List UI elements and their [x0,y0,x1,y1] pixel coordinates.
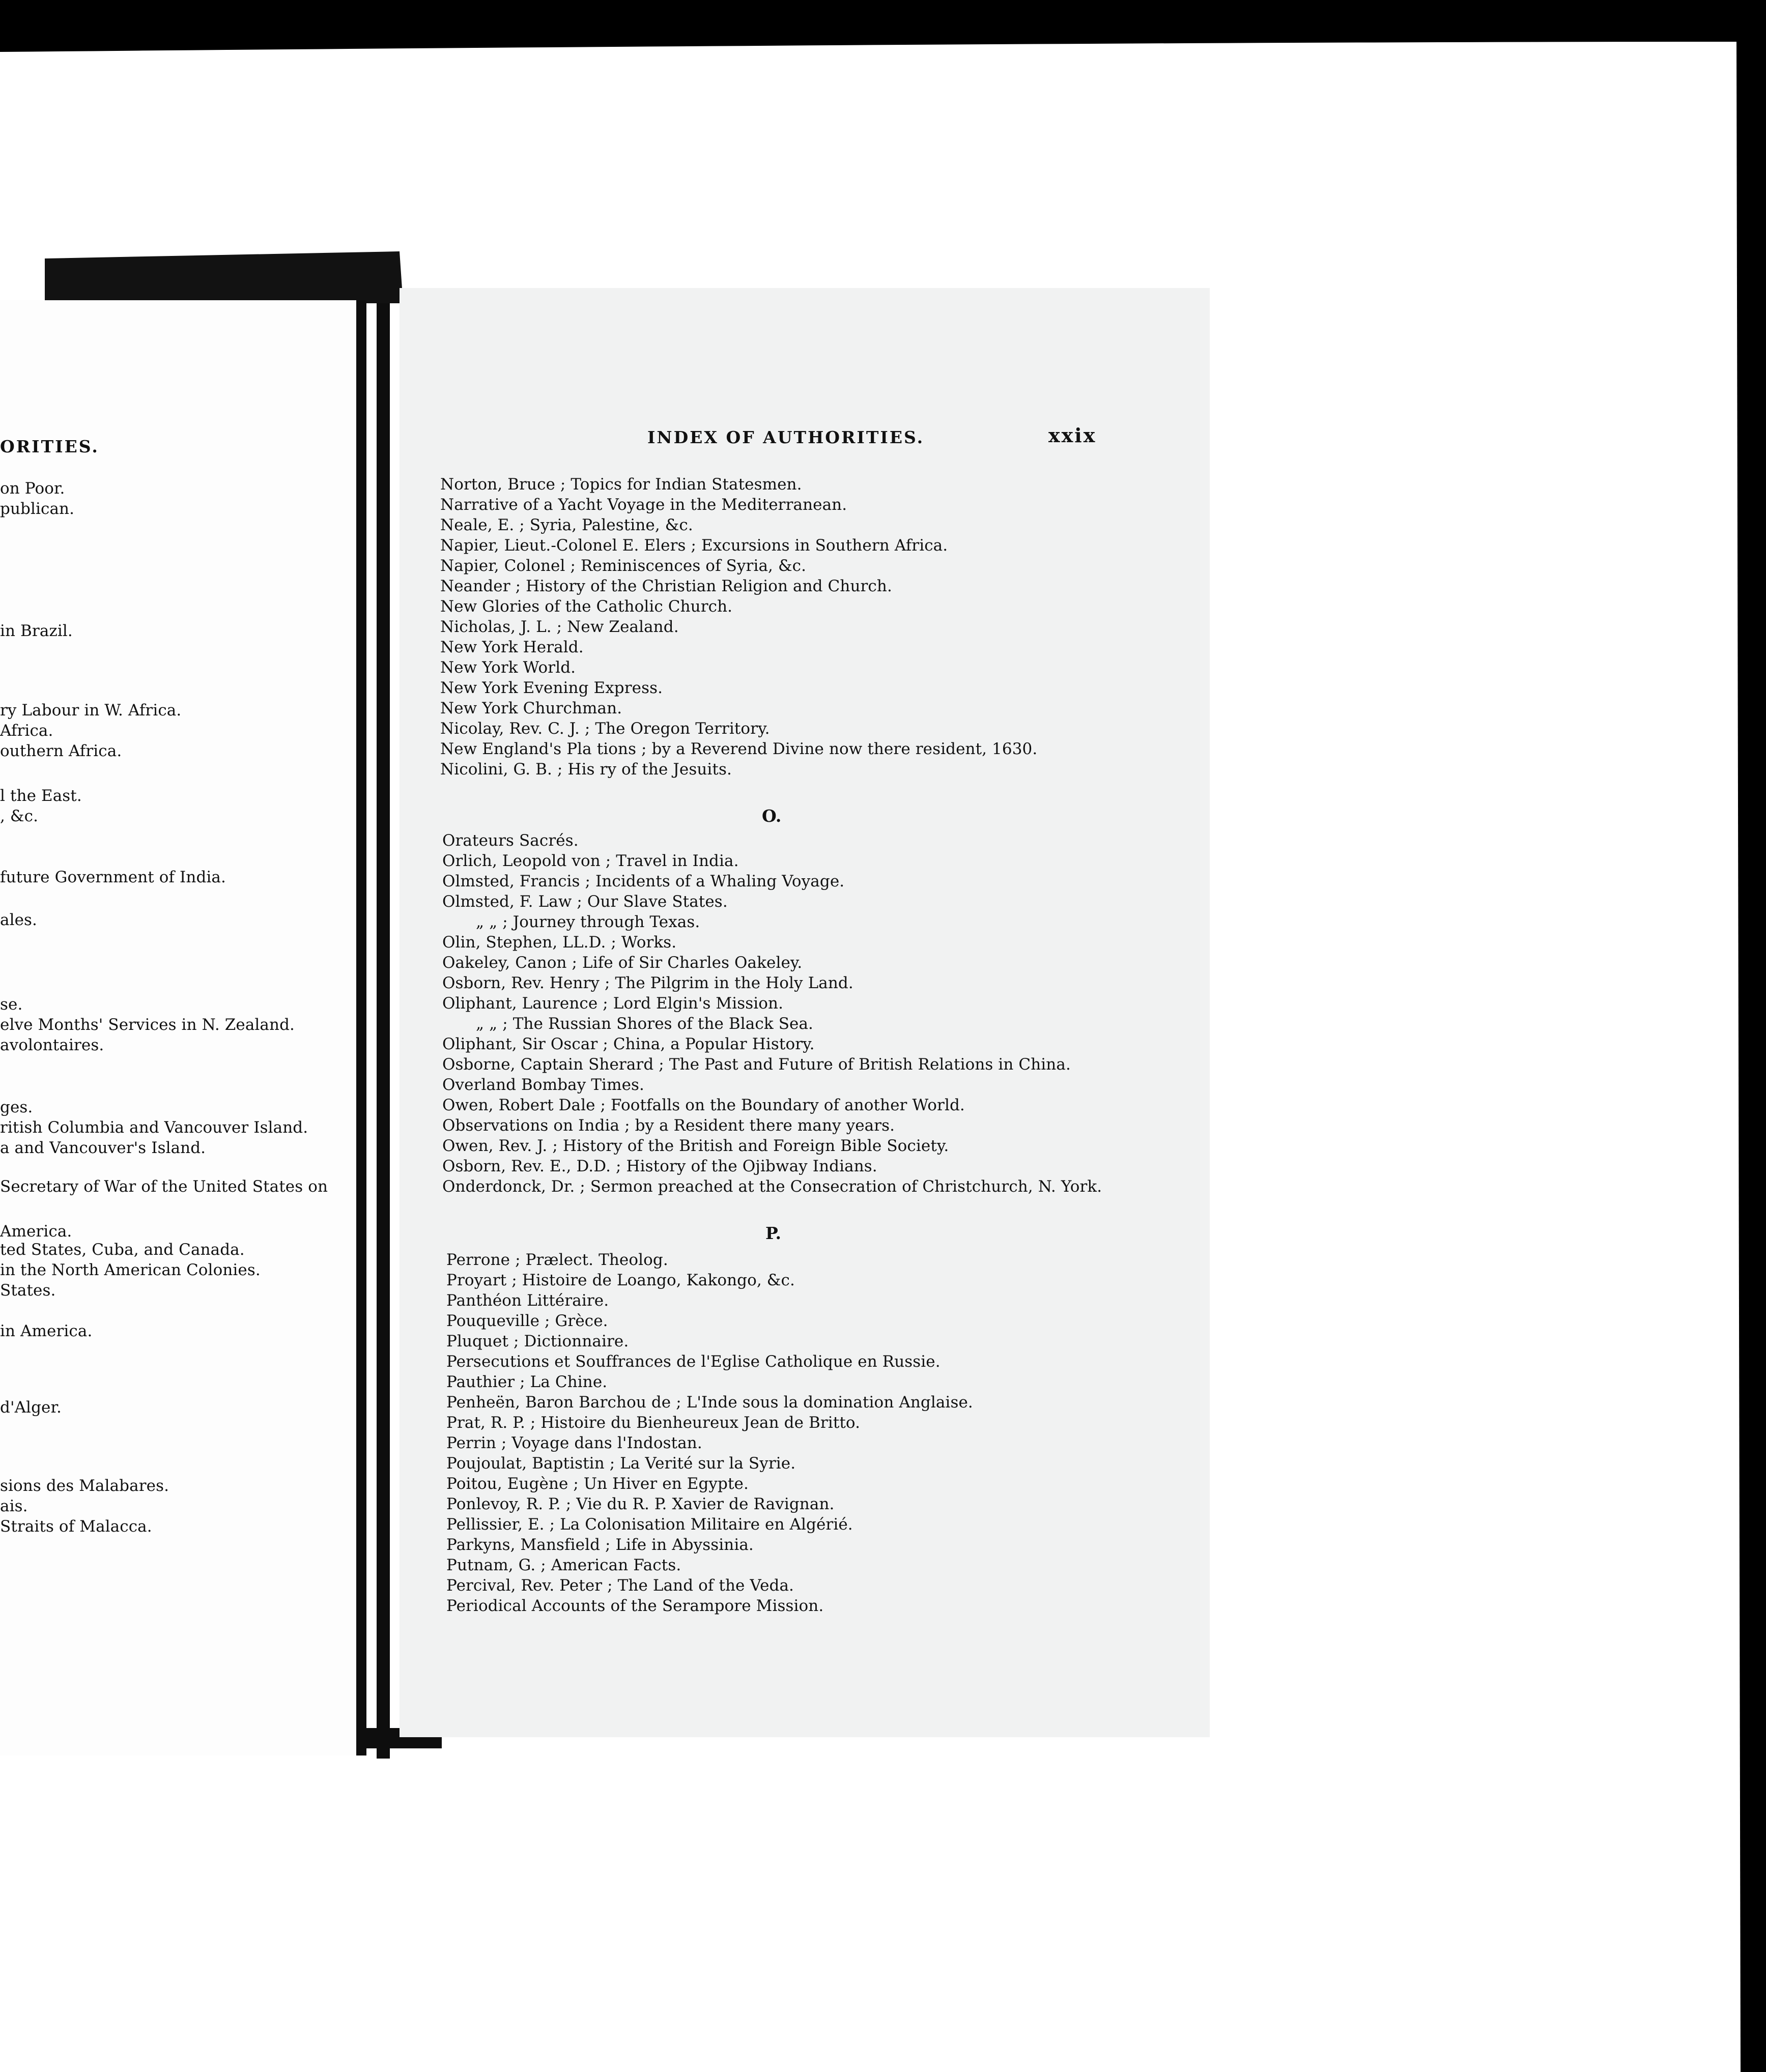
index-entry: Periodical Accounts of the Serampore Mission. [446,1597,824,1615]
left-line: on Poor. [0,479,65,498]
index-entry: Pellissier, E. ; La Colonisation Militaire en Algérié. [446,1515,853,1534]
left-line: Straits of Malacca. [0,1517,152,1536]
index-entry: Pauthier ; La Chine. [446,1373,608,1391]
index-entry: Napier, Colonel ; Reminiscences of Syria, &c. [440,557,807,575]
index-entry: „ „ ; The Russian Shores of the Black Sea. [476,1015,814,1033]
left-page [0,300,356,1756]
left-line: in Brazil. [0,622,73,640]
section-heading-p: P. [765,1223,782,1243]
left-line: Africa. [0,722,53,740]
index-entry: Nicolay, Rev. C. J. ; The Oregon Territory. [440,720,770,738]
index-entry: Overland Bombay Times. [442,1076,644,1094]
index-entry: Onderdonck, Dr. ; Sermon preached at the Consecration of Christchurch, N. York. [442,1177,1102,1196]
index-entry: Pouqueville ; Grèce. [446,1312,608,1330]
index-entry: Neale, E. ; Syria, Palestine, &c. [440,516,693,534]
running-head: INDEX OF AUTHORITIES. [647,427,925,447]
index-entry: New Glories of the Catholic Church. [440,597,733,616]
index-entry: Percival, Rev. Peter ; The Land of the Veda. [446,1576,794,1595]
index-entry: Perrone ; Prælect. Theolog. [446,1251,668,1269]
index-entry: New York Herald. [440,638,584,656]
index-entry: New England's Pla tions ; by a Reverend Divine now there resident, 1630. [440,740,1038,758]
index-entry: Nicholas, J. L. ; New Zealand. [440,618,679,636]
index-entry: Proyart ; Histoire de Loango, Kakongo, &c. [446,1271,795,1289]
index-entry: New York World. [440,658,576,677]
index-entry: Perrin ; Voyage dans l'Indostan. [446,1434,702,1452]
index-entry: Osborn, Rev. E., D.D. ; History of the Ojibway Indians. [442,1157,877,1175]
index-entry: Poitou, Eugène ; Un Hiver en Egypte. [446,1475,749,1493]
index-entry: Norton, Bruce ; Topics for Indian Statesmen. [440,475,802,494]
left-line: States. [0,1281,56,1300]
index-entry: Poujoulat, Baptistin ; La Verité sur la Syrie. [446,1454,796,1473]
index-entry: Owen, Robert Dale ; Footfalls on the Boundary of another World. [442,1096,965,1114]
index-entry: Putnam, G. ; American Facts. [446,1556,681,1574]
index-entry: Oliphant, Sir Oscar ; China, a Popular History. [442,1035,815,1053]
index-entry: Penheën, Baron Barchou de ; L'Inde sous la domination Anglaise. [446,1393,973,1412]
index-entry: Oliphant, Laurence ; Lord Elgin's Mission. [442,994,784,1013]
left-line: l the East. [0,787,82,805]
right-page [400,288,1210,1737]
index-entry: Observations on India ; by a Resident there many years. [442,1116,895,1135]
left-line: ales. [0,911,38,929]
black-tab [45,251,403,303]
left-line: se. [0,995,23,1014]
left-line: ritish Columbia and Vancouver Island. [0,1118,308,1137]
section-heading-o: O. [762,806,782,826]
index-entry: New York Evening Express. [440,679,663,697]
index-entry: Olin, Stephen, LL.D. ; Works. [442,933,677,952]
left-line: , &c. [0,807,39,825]
index-entry: Ponlevoy, R. P. ; Vie du R. P. Xavier de Ravignan. [446,1495,835,1513]
left-line: America. [0,1222,72,1241]
left-running-head: ORITIES. [0,437,99,456]
index-entry: Olmsted, F. Law ; Our Slave States. [442,893,728,911]
left-line: ges. [0,1098,33,1116]
left-line: Secretary of War of the United States on [0,1177,328,1196]
index-entry: Parkyns, Mansfield ; Life in Abyssinia. [446,1536,754,1554]
left-line: ted States, Cuba, and Canada. [0,1241,245,1259]
index-entry: „ „ ; Journey through Texas. [476,913,700,931]
left-line: sions des Malabares. [0,1477,169,1495]
left-line: in America. [0,1322,93,1340]
left-line: ry Labour in W. Africa. [0,701,182,720]
index-entry: Orateurs Sacrés. [442,831,579,850]
index-entry: Prat, R. P. ; Histoire du Bienheureux Jean de Britto. [446,1414,861,1432]
index-entry: New York Churchman. [440,699,622,717]
index-entry: Owen, Rev. J. ; History of the British and Foreign Bible Society. [442,1137,949,1155]
left-line: outhern Africa. [0,742,122,760]
index-entry: Osborne, Captain Sherard ; The Past and Future of British Relations in China. [442,1055,1071,1074]
index-entry: Olmsted, Francis ; Incidents of a Whaling Voyage. [442,872,845,890]
index-entry: Napier, Lieut.-Colonel E. Elers ; Excursions in Southern Africa. [440,536,948,555]
page-number: xxix [1048,424,1097,447]
left-line: ais. [0,1497,28,1515]
index-entry: Nicolini, G. B. ; His ry of the Jesuits. [440,760,732,779]
index-entry: Neander ; History of the Christian Religion and Church. [440,577,892,595]
index-entry: Oakeley, Canon ; Life of Sir Charles Oakeley. [442,954,803,972]
left-line: d'Alger. [0,1398,62,1417]
index-entry: Panthéon Littéraire. [446,1291,609,1310]
index-entry: Narrative of a Yacht Voyage in the Mediterranean. [440,496,847,514]
left-line: in the North American Colonies. [0,1261,261,1279]
left-line: elve Months' Services in N. Zealand. [0,1016,295,1034]
gutter-binding [377,303,390,1759]
left-line: future Government of India. [0,868,226,886]
left-line: a and Vancouver's Island. [0,1139,206,1157]
index-entry: Orlich, Leopold von ; Travel in India. [442,852,739,870]
index-entry: Pluquet ; Dictionnaire. [446,1332,629,1350]
index-entry: Osborn, Rev. Henry ; The Pilgrim in the Holy Land. [442,974,853,992]
left-line: avolontaires. [0,1036,104,1054]
left-line: publican. [0,500,75,518]
index-entry: Persecutions et Souffrances de l'Eglise Catholique en Russie. [446,1352,941,1371]
